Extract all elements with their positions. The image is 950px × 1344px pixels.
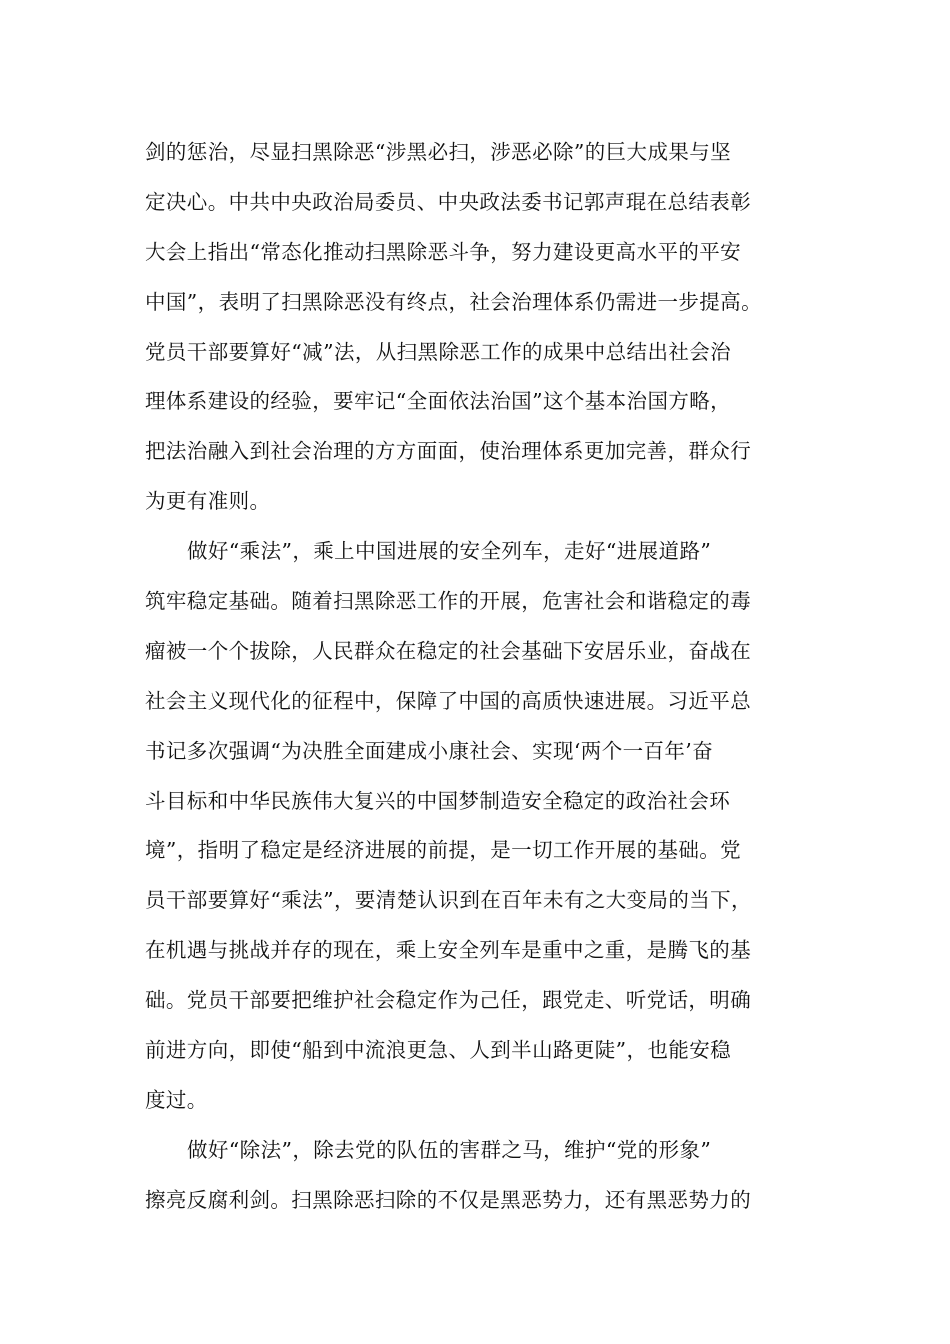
- text-line: 把法治融入到社会治理的方方面面，使治理体系更加完善，群众行: [145, 439, 752, 464]
- paragraph-3: [145, 1126, 825, 1226]
- text-line: 党员干部要算好“减”法，从扫黑除恶工作的成果中总结出社会治: [145, 339, 732, 364]
- text-line: 前进方向，即使“船到中流浪更急、人到半山路更陡”，也能安稳: [145, 1038, 732, 1063]
- text-line: 筑牢稳定基础。随着扫黑除恶工作的开展，危害社会和谐稳定的毒: [145, 589, 752, 614]
- text-line-indented: 做好“乘法”，乘上中国进展的安全列车，走好“进展道路”: [187, 539, 712, 564]
- body-text: [145, 128, 825, 1226]
- text-line: 为更有准则。: [145, 489, 271, 514]
- text-line: 理体系建设的经验，要牢记“全面依法治国”这个基本治国方略，: [145, 389, 732, 414]
- paragraph-1: [145, 128, 825, 527]
- text-line: 擦亮反腐利剑。扫黑除恶扫除的不仅是黑恶势力，还有黑恶势力的: [145, 1187, 752, 1212]
- text-line: 境”，指明了稳定是经济进展的前提，是一切工作开展的基础。党: [145, 838, 742, 863]
- text-line: 斗目标和中华民族伟大复兴的中国梦制造安全稳定的政治社会环: [145, 788, 731, 813]
- paragraph-2: [145, 527, 825, 1126]
- text-line: 瘤被一个个拔除，人民群众在稳定的社会基础下安居乐业，奋战在: [145, 638, 752, 663]
- text-line: 在机遇与挑战并存的现在，乘上安全列车是重中之重，是腾飞的基: [145, 938, 752, 963]
- text-line-indented: 做好“除法”，除去党的队伍的害群之马，维护“党的形象”: [187, 1137, 712, 1162]
- text-line: 大会上指出“常态化推动扫黑除恶斗争，努力建设更高水平的平安: [145, 239, 742, 264]
- text-line: 剑的惩治，尽显扫黑除恶“涉黑必扫，涉恶必除”的巨大成果与坚: [145, 140, 732, 164]
- text-line: 度过。: [145, 1087, 208, 1112]
- text-line: 础。党员干部要把维护社会稳定作为己任，跟党走、听党话，明确: [145, 988, 752, 1013]
- text-line: 员干部要算好“乘法”，要清楚认识到在百年未有之大变局的当下，: [145, 888, 752, 913]
- text-line: 书记多次强调“为决胜全面建成小康社会、实现‘两个一百年’奋: [145, 738, 714, 763]
- text-line: 定决心。中共中央政治局委员、中央政法委书记郭声琨在总结表彰: [145, 189, 752, 214]
- text-line: 中国”，表明了扫黑除恶没有终点，社会治理体系仍需进一步提高。: [145, 289, 762, 314]
- text-line: 社会主义现代化的征程中，保障了中国的高质快速进展。习近平总: [145, 688, 752, 713]
